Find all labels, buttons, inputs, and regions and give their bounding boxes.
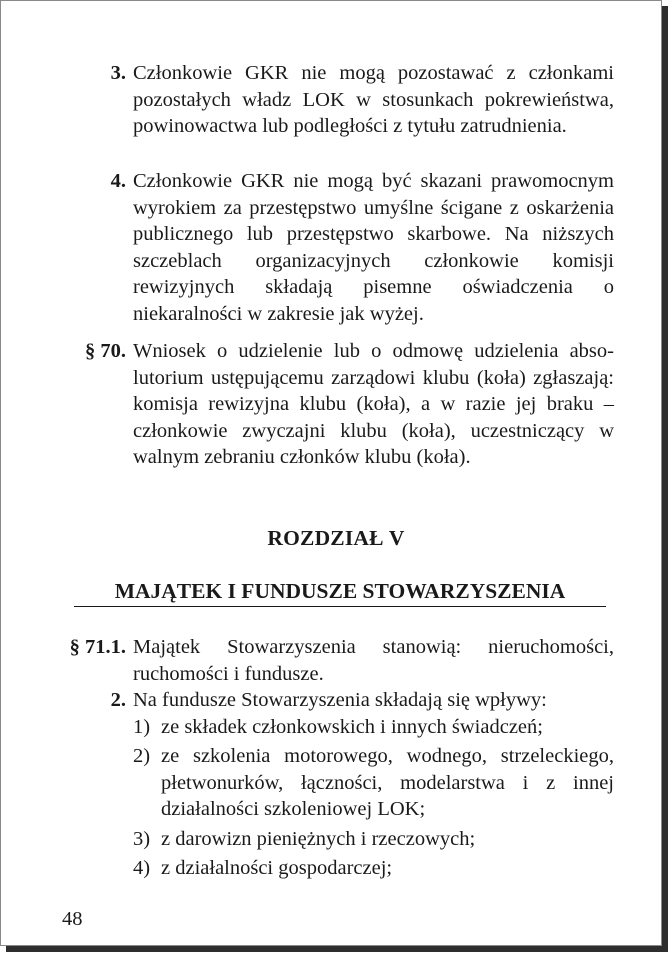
paragraph-text: Członkowie GKR nie mogą być skazani prawomocnym wyrokiem za przestępstwo umyślne ścigane z oskarżenia publicznego lub przestępstwo skarbowe. Na niższych szczeblach organizacyjnych członkowie komisji rewizyjnych składają pisemne oświadczenia o niekaralności w zakresie jak wyżej.: [133, 170, 614, 325]
list-item-number: 1): [133, 716, 151, 738]
page-number: 48: [62, 908, 83, 930]
list-item-text: z działalności gospodarczej;: [161, 857, 393, 879]
list-item-text: z darowizn pieniężnych i rzeczowych;: [161, 828, 476, 850]
section-text: Wniosek o udzielenie lub o odmowę udzielenia absolutorium ustępującemu zarządowi klubu (koła) zgłaszają: komisja rewizyjna klubu (koła), a w razie jej braku – członkowie zwyczajni klubu (koła), uczestniczący w walnym zebraniu członków klubu (koła).: [133, 340, 614, 468]
list-item-text: ze składek członkowskich i innych świadczeń;: [161, 716, 543, 738]
section-text: Majątek Stowarzyszenia stanowią: nieruchomości, ruchomości i fundusze.: [133, 636, 614, 685]
paragraph-text: Członkowie GKR nie mogą pozostawać z członkami pozostałych władz LOK w stosunkach pokrewieństwa, powinowactwa lub podległości z tytułu zatrudnienia.: [133, 62, 614, 137]
list-item-number: 2): [133, 745, 151, 767]
section-number: § 71.1.: [69, 636, 126, 658]
list-item-text: ze szkolenia motorowego, wodnego, strzeleckiego, płetwonurków, łączności, modelarstwa i z innej działalności szkoleniowej LOK;: [161, 745, 614, 820]
chapter-title: MAJĄTEK I FUNDUSZE STOWARZYSZENIA: [74, 578, 606, 607]
list-item-number: 3): [133, 828, 151, 850]
section-number: § 70.: [85, 340, 126, 362]
section-text: Na fundusze Stowarzyszenia składają się wpływy:: [133, 689, 547, 711]
section-number: 2.: [110, 689, 126, 711]
list-item-number: 4): [133, 857, 151, 879]
paragraph-number: 3.: [110, 62, 126, 84]
paragraph-number: 4.: [110, 170, 126, 192]
chapter-heading: ROZDZIAŁ V: [267, 526, 405, 550]
